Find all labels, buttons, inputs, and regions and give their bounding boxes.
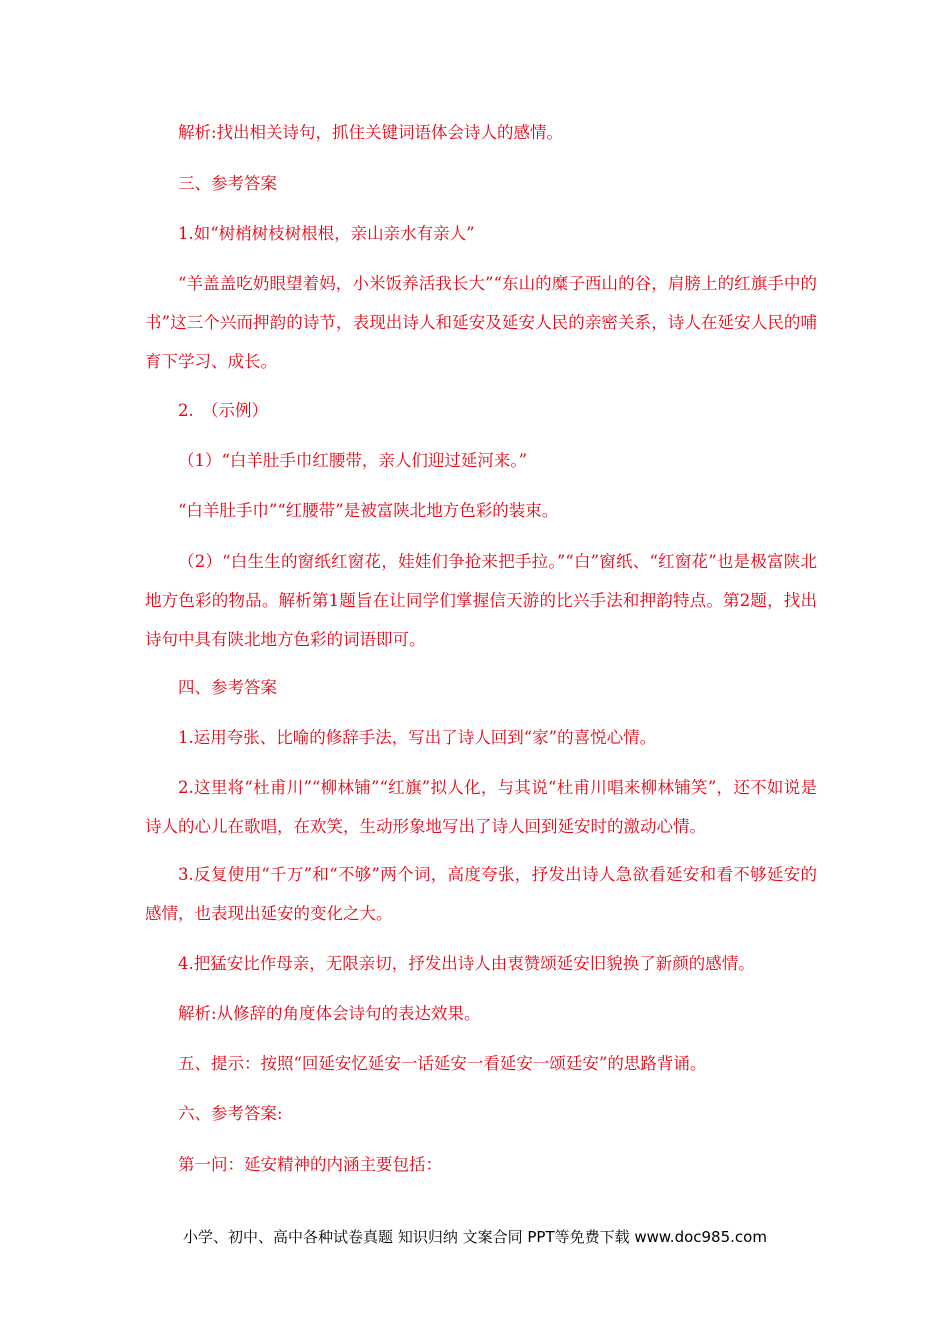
page-footer: 小学、初中、高中各种试卷真题 知识归纳 文案合同 PPT等免费下载 www.doc985.com xyxy=(183,1228,767,1246)
example-2-paragraph: （2）“白生生的窗纸红窗花，娃娃们争抢来把手拉。”“白”窗纸、“红窗花”也是极富陕北地方色彩的物品。解析第1题旨在让同学们掌握信天游的比兴手法和押韵特点。第2题，找出诗句中具有陕北地方色彩的词语即可。 xyxy=(145,552,817,649)
section-five-hint: 五、提示：按照“回延安忆延安一话延安一看延安一颂廷安”的思路背诵。 xyxy=(178,1054,707,1073)
section-six-heading: 六、参考答案: xyxy=(178,1104,283,1123)
section-six-question-1: 第一问：延安精神的内涵主要包括： xyxy=(178,1155,442,1174)
example-1: （1）“白羊肚手巾红腰带，亲人们迎过延河来。” xyxy=(178,451,528,470)
analysis-line: 解析:找出相关诗句，抓住关键词语体会诗人的感情。 xyxy=(178,123,564,142)
section-four-heading: 四、参考答案 xyxy=(178,678,277,697)
answer-paragraph-1: “羊盖盖吃奶眼望着妈，小米饭养活我长大”“东山的糜子西山的谷，肩膀上的红旗手中的书”这三个兴而押韵的诗节，表现出诗人和延安及延安人民的亲密关系，诗人在延安人民的哺育下学习、成长。 xyxy=(145,274,817,371)
answer-item-1: 1.如“树梢树枝树根根，亲山亲水有亲人” xyxy=(178,224,475,243)
section-three-heading: 三、参考答案 xyxy=(178,174,277,193)
answer-item-2: 2. （示例） xyxy=(178,401,268,420)
section-four-item-3: 3.反复使用“千万”和“不够”两个词，高度夸张，抒发出诗人急欲看延安和看不够延安的感情，也表现出延安的变化之大。 xyxy=(145,865,817,923)
section-four-analysis: 解析:从修辞的角度体会诗句的表达效果。 xyxy=(178,1004,481,1023)
section-four-item-1: 1.运用夸张、比喻的修辞手法，写出了诗人回到“家”的喜悦心情。 xyxy=(178,728,657,747)
section-four-item-4: 4.把猛安比作母亲，无限亲切，抒发出诗人由衷赞颂延安旧貌换了新颜的感情。 xyxy=(178,954,755,973)
section-four-item-2: 2.这里将“杜甫川”“柳林铺”“红旗”拟人化，与其说“杜甫川唱来柳林铺笑”，还不如说是诗人的心儿在歌唱，在欢笑，生动形象地写出了诗人回到延安时的激动心情。 xyxy=(145,778,817,836)
example-1-note: “白羊肚手巾”“红腰带”是被富陕北地方色彩的装束。 xyxy=(178,501,559,520)
